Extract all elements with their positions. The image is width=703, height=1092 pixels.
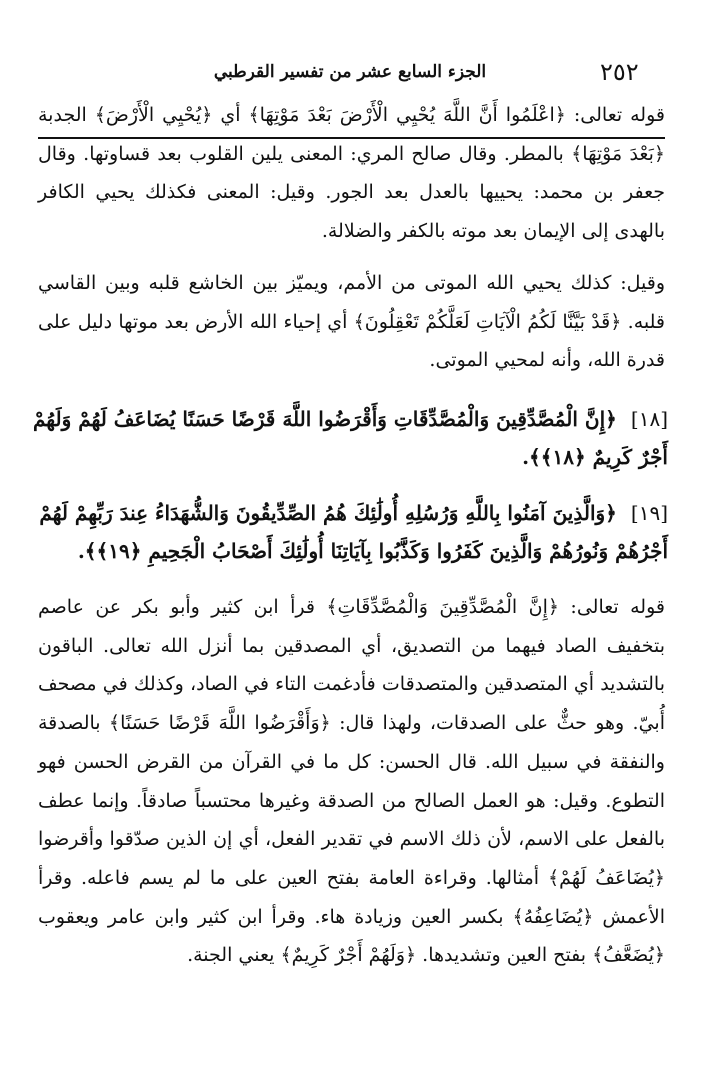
verse-text: ﴿وَالَّذِينَ آمَنُوا بِاللَّهِ وَرُسُلِهِ أُولَٰئِكَ هُمُ الصِّدِّيقُونَ وَالشُّهَدَاءُ عِندَ رَبِّهِمْ لَهُمْ أَجْرُهُمْ وَنُورُهُمْ وَالَّذِينَ كَفَرُوا وَكَذَّبُوا بِآيَاتِنَا أُولَٰئِكَ أَصْحَابُ الْجَحِيمِ ﴿١٩﴾﴾. (39, 501, 668, 563)
verse-19 (28, 494, 668, 570)
page-number: ٢٥٢ (600, 58, 639, 86)
paragraph-commentary-3: قوله تعالى: ﴿إِنَّ الْمُصَّدِّقِينَ وَالْمُصَّدِّقَاتِ﴾ قرأ ابن كثير وأبو بكر عن عاصم بتخفيف الصاد فيهما من التصديق، أي المصدقين بما أنزل الله تعالى. الباقون بالتشديد أي المتصدقين والمتصدقات فأدغمت التاء في الصاد، وكذلك في مصحف أُبيّ. وهو حثٌّ على الصدقات، ولهذا قال: ﴿وَأَقْرَضُوا اللَّهَ قَرْضًا حَسَنًا﴾ بالصدقة والنفقة في سبيل الله. قال الحسن: كل ما في القرآن من القرض الحسن فهو التطوع. وقيل: هو العمل الصالح من الصدقة وغيرها محتسباً صادقاً. وإنما عطف بالفعل على الاسم، لأن ذلك الاسم في تقدير الفعل، أي إن الذين صدّقوا وأقرضوا ﴿يُضَاعَفُ لَهُمْ﴾ أمثالها. وقراءة العامة بفتح العين على ما لم يسم فاعله. وقرأ الأعمش ﴿يُضَاعِفُهُ﴾ بكسر العين وزيادة هاء. وقرأ ابن كثير وابن عامر ويعقوب ﴿يُضَعَّفُ﴾ بفتح العين وتشديدها. ﴿وَلَهُمْ أَجْرٌ كَرِيمٌ﴾ يعني الجنة. (38, 596, 665, 967)
verse-text: ﴿إِنَّ الْمُصَّدِّقِينَ وَالْمُصَّدِّقَاتِ وَأَقْرَضُوا اللَّهَ قَرْضًا حَسَنًا يُضَاعَفُ لَهُمْ وَلَهُمْ أَجْرٌ كَرِيمٌ ﴿١٨﴾﴾. (32, 407, 668, 469)
running-title: الجزء السابع عشر من تفسير القرطبي (213, 62, 487, 82)
verse-18 (28, 400, 668, 476)
page-header (0, 52, 703, 96)
paragraph-commentary-2: وقيل: كذلك يحيي الله الموتى من الأمم، ويميّز بين الخاشع قلبه وبين القاسي قلبه. ﴿قَدْ بَيَّنَّا لَكُمُ الْآيَاتِ لَعَلَّكُمْ تَعْقِلُونَ﴾ أي إحياء الله الأرض بعد موتها دليل على قدرة الله، وأنه لمحيي الموتى. (38, 272, 665, 372)
verse-number: [١٩] (630, 501, 668, 525)
paragraph-commentary-1: قوله تعالى: ﴿اعْلَمُوا أَنَّ اللَّهَ يُحْيِي الْأَرْضَ بَعْدَ مَوْتِهَا﴾ أي ﴿يُحْيِي الْأَرْضَ﴾ الجدبة ﴿بَعْدَ مَوْتِهَا﴾ بالمطر. وقال صالح المري: المعنى يلين القلوب بعد قساوتها. وقال جعفر بن محمد: يحييها بالعدل بعد الجور. وقيل: المعنى فكذلك يحيي الكافر بالهدى إلى الإيمان بعد موته بالكفر والضلالة. (38, 104, 665, 243)
verse-number: [١٨] (630, 407, 668, 431)
